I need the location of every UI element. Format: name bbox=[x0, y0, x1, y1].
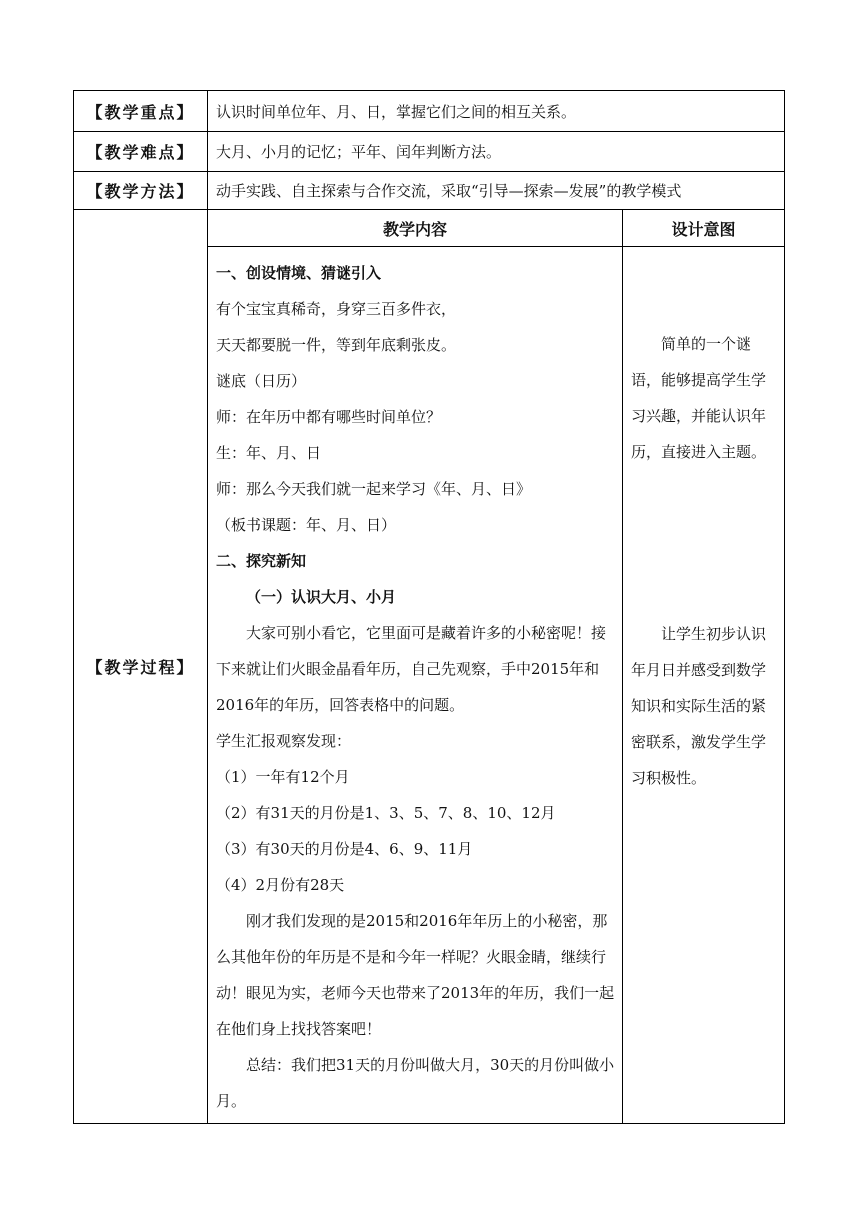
finding-4: （4）2月份有28天 bbox=[216, 876, 345, 894]
methods-text: 动手实践、自主探索与合作交流，采取“引导—探索—发展”的教学模式 bbox=[208, 172, 785, 210]
lesson-plan-table bbox=[73, 90, 785, 1124]
student-answer: 生：年、月、日 bbox=[216, 444, 322, 462]
subsection1-title: （一）认识大月、小月 bbox=[246, 588, 397, 606]
teacher-intro: 师：那么今天我们就一起来学习《年、月、日》 bbox=[216, 480, 532, 498]
paragraph-2: 刚才我们发现的是2015和2016年年历上的小秘密，那么其他年份的年历是不是和今年一样呢？火眼金睛，继续行动！眼见为实，老师今天也带来了2013年的年历，我们一起在他们身上找找答案吧！ bbox=[216, 912, 615, 1038]
methods-label: 【教学方法】 bbox=[74, 172, 208, 210]
content-header: 教学内容 bbox=[208, 210, 623, 247]
student-report: 学生汇报观察发现： bbox=[216, 732, 352, 750]
process-header-row bbox=[74, 210, 785, 247]
paragraph-1: 大家可别小看它，它里面可是藏着许多的小秘密呢！接下来就让们火眼金晶看年历，自己先观察，手中2015年和2016年的年历，回答表格中的问题。 bbox=[216, 624, 607, 714]
finding-2: （2）有31天的月份是1、3、5、7、8、10、12月 bbox=[216, 804, 556, 822]
riddle-line-1: 有个宝宝真稀奇，身穿三百多件衣， bbox=[216, 300, 457, 318]
intent-header: 设计意图 bbox=[623, 210, 785, 247]
finding-1: （1）一年有12个月 bbox=[216, 768, 350, 786]
difficulties-label: 【教学难点】 bbox=[74, 132, 208, 172]
process-label: 【教学过程】 bbox=[74, 210, 208, 1124]
methods-row bbox=[74, 172, 785, 210]
difficulties-row bbox=[74, 132, 785, 172]
key-points-text: 认识时间单位年、月、日，掌握它们之间的相互关系。 bbox=[208, 91, 785, 132]
finding-3: （3）有30天的月份是4、6、9、11月 bbox=[216, 840, 473, 858]
section1-title: 一、创设情境、猜谜引入 bbox=[216, 264, 382, 282]
teaching-content bbox=[208, 247, 623, 1124]
intent-2: 让学生初步认识年月日并感受到数学知识和实际生活的紧密联系，激发学生学习积极性。 bbox=[631, 625, 767, 787]
intent-1: 简单的一个谜语，能够提高学生学习兴趣，并能认识年历，直接进入主题。 bbox=[631, 335, 767, 461]
key-points-label: 【教学重点】 bbox=[74, 91, 208, 132]
difficulties-text: 大月、小月的记忆；平年、闰年判断方法。 bbox=[208, 132, 785, 172]
riddle-answer: 谜底（日历） bbox=[216, 372, 307, 390]
summary: 总结：我们把31天的月份叫做大月，30天的月份叫做小月。 bbox=[216, 1056, 615, 1110]
design-intent bbox=[623, 247, 785, 1124]
key-points-row bbox=[74, 91, 785, 132]
section2-title: 二、探究新知 bbox=[216, 552, 307, 570]
teacher-question: 师：在年历中都有哪些时间单位？ bbox=[216, 408, 442, 426]
riddle-line-2: 天天都要脱一件，等到年底剩张皮。 bbox=[216, 336, 457, 354]
board-title: （板书课题：年、月、日） bbox=[216, 516, 397, 534]
